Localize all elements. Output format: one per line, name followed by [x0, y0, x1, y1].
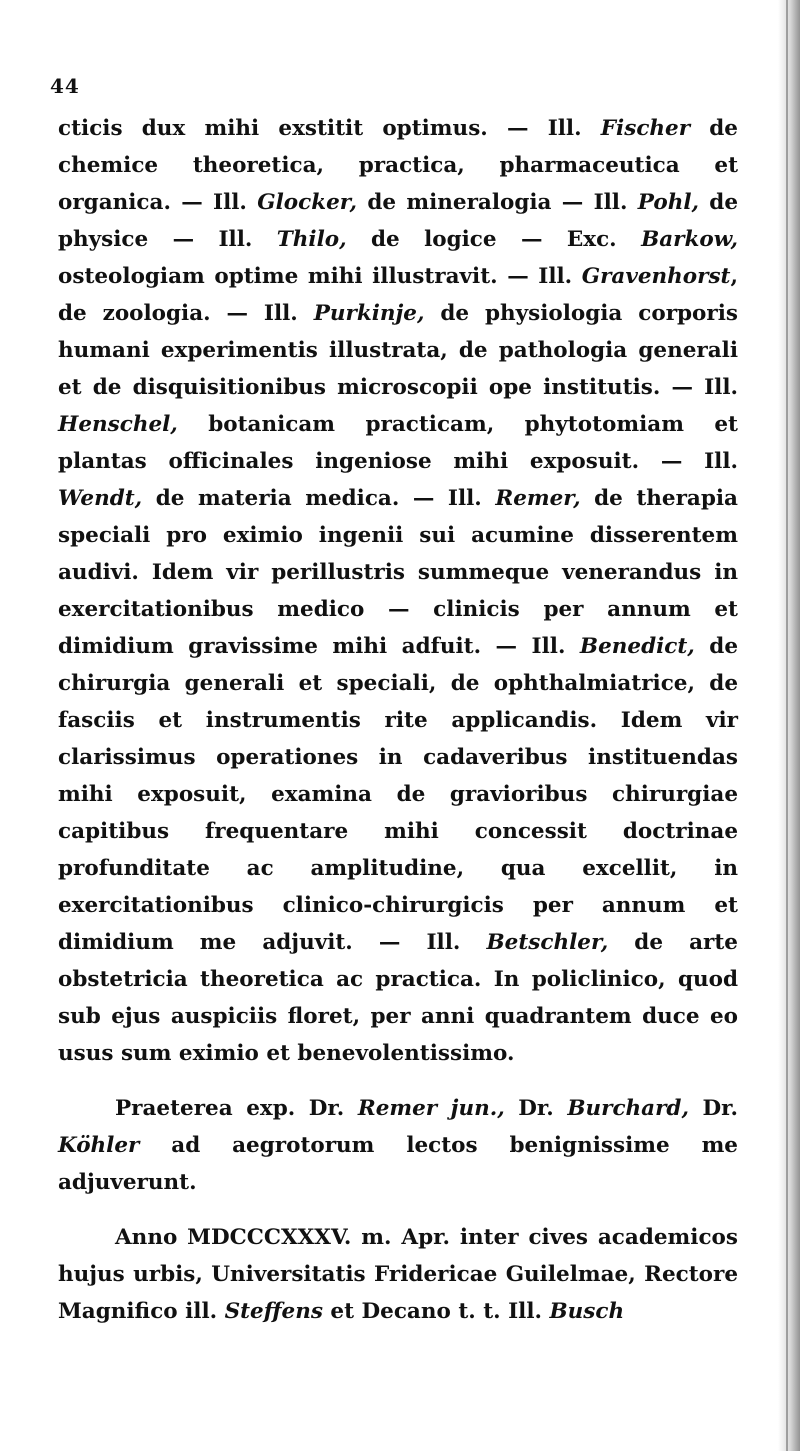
text-run: de chirurgia generali et speciali, de ophthalmiatrice, de fasciis et instrumentis rite applicandis. Idem vir clarissimus operationes in cadaveribus instituendas mihi exposuit, examina de gravioribus chirurgiae capitibus frequentare mihi concessit doctrinae profunditate ac amplitudine, qua excellit, in exercitationibus clinico-chirurgicis per annum et dimidium me adjuvit. — Ill. — [58, 634, 738, 955]
italic-name: Benedict, — [579, 634, 695, 659]
text-run: de physice — Ill. — [58, 190, 738, 252]
italic-name: Busch — [549, 1299, 625, 1324]
italic-name: Fischer — [600, 116, 691, 141]
text-run: , de zoologia. — Ill. — [58, 264, 738, 326]
italic-name: Wendt, — [58, 486, 143, 511]
text-run: osteologiam optime mihi illustravit. — Ill. — [58, 264, 582, 289]
text-run: ad aegrotorum lectos benignissime me adjuverunt. — [58, 1133, 738, 1195]
text-run: cticis dux mihi exstitit optimus. — Ill. — [58, 116, 601, 141]
text-run: de chemice theoretica, practica, pharmaceutica et organica. — Ill. — [58, 116, 738, 215]
italic-name: Thilo, — [276, 227, 347, 252]
text-run: de arte obstetricia theoretica ac practica. In policlinico, quod sub ejus auspiciis floret, per anni quadrantem duce eo usus sum eximio et benevolentissimo. — [58, 930, 738, 1066]
page-number: 44 — [50, 74, 80, 98]
text-run: de logice — Exc. — [346, 227, 642, 252]
paragraph — [58, 1090, 738, 1201]
italic-name: Gravenhorst — [581, 264, 731, 289]
text-run: de materia medica. — Ill. — [142, 486, 496, 511]
text-run: Dr. — [504, 1096, 568, 1121]
text-run: botanicam practicam, phytotomiam et plantas officinales ingeniose mihi exposuit. — Ill. — [58, 412, 738, 474]
text-run: Praeterea exp. Dr. — [115, 1096, 358, 1121]
italic-name: Köhler — [58, 1133, 140, 1158]
page-edge-shadow — [778, 0, 800, 1451]
italic-name: Henschel, — [58, 412, 178, 437]
italic-name: Remer, — [495, 486, 581, 511]
paragraph — [58, 110, 738, 1072]
italic-name: Purkinje, — [313, 301, 425, 326]
italic-name: Remer jun., — [357, 1096, 505, 1121]
text-run: de mineralogia — Ill. — [357, 190, 638, 215]
italic-name: Burchard, — [567, 1096, 689, 1121]
page-edge-line — [786, 0, 788, 1451]
text-run: de therapia speciali pro eximio ingenii sui acumine disserentem audivi. Idem vir perillustris summeque venerandus in exercitationibus medico — clinicis per annum et dimidium gravissime mihi adfuit. — Ill. — [58, 486, 738, 659]
italic-name: Pohl, — [637, 190, 699, 215]
italic-name: Steffens — [224, 1299, 323, 1324]
italic-name: Barkow, — [641, 227, 738, 252]
text-run: de physiologia corporis humani experimentis illustrata, de pathologia generali et de disquisitionibus microscopii ope institutis. — Ill. — [58, 301, 738, 400]
text-run: Anno MDCCCXXXV. m. Apr. inter cives academicos hujus urbis, Universitatis Fridericae Guilelmae, Rectore Magnifico ill. — [58, 1225, 738, 1324]
paragraph — [58, 1219, 738, 1330]
italic-name: Glocker, — [257, 190, 358, 215]
body-text — [58, 110, 738, 1330]
text-run: Dr. — [688, 1096, 738, 1121]
italic-name: Betschler, — [486, 930, 609, 955]
text-run: et Decano t. t. Ill. — [322, 1299, 550, 1324]
